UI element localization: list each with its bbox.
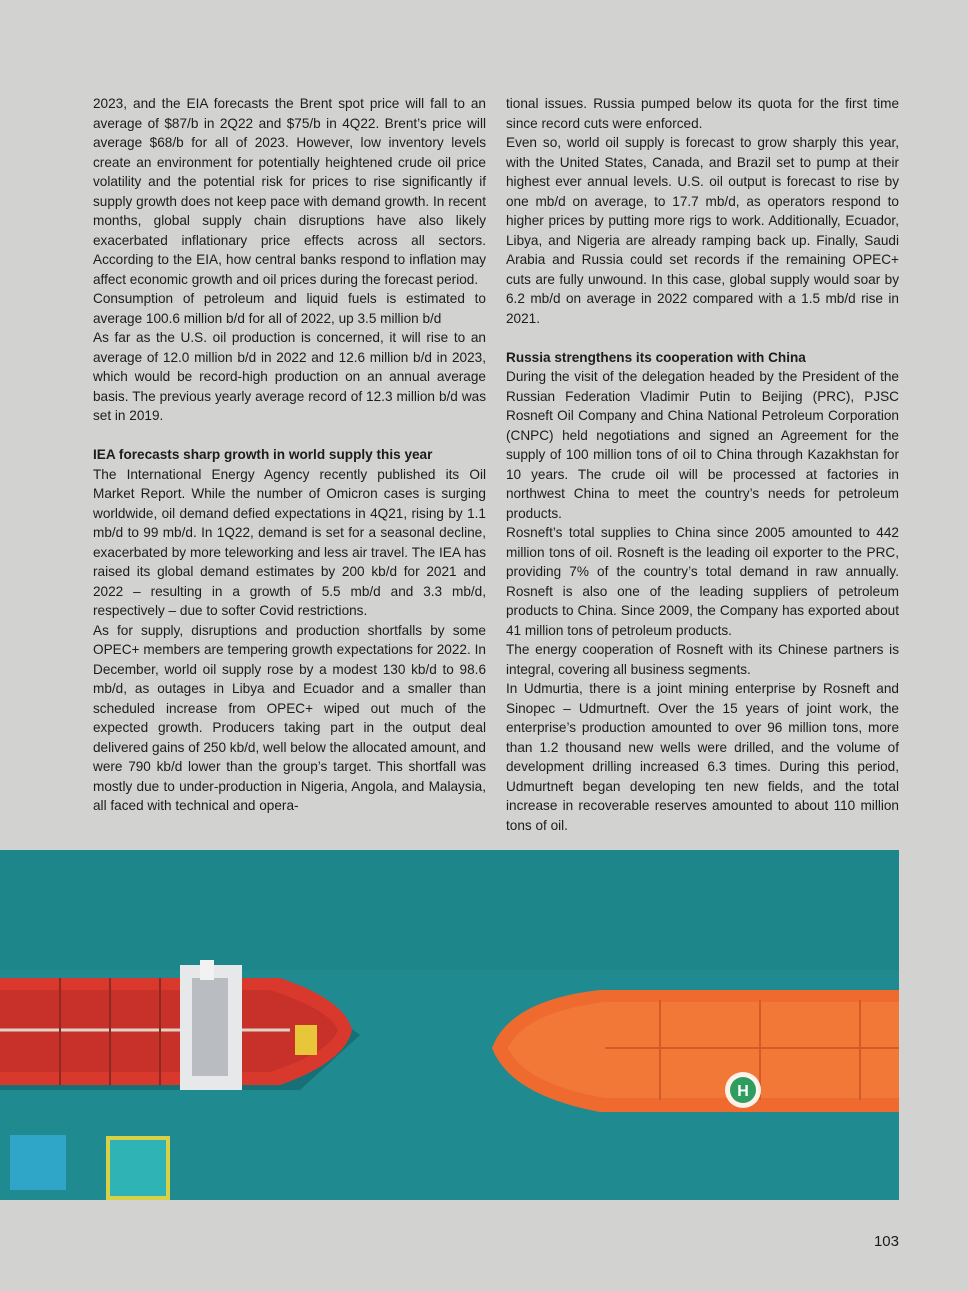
right-column xyxy=(506,94,899,835)
left-column xyxy=(93,94,486,816)
paragraph: tional issues. Russia pumped below its quota for the first time since record cuts were enforced. xyxy=(506,96,899,131)
paragraph: Even so, world oil supply is forecast to grow sharply this year, with the United States, Canada, and Brazil set to pump at their highest ever annual levels. U.S. oil output is forecast to rise by one mb/d on average, to 17.7 mb/d, as operators respond to higher prices by putting more rigs to work. Additionally, Ecuador, Libya, and Nigeria are already ramping back up. Finally, Saudi Arabia and Russia could set records if the remaining OPEC+ cuts are fully unwound. In this case, global supply would soar by 6.2 mb/d on average in 2022 compared with a 1.5 mb/d rise in 2021. xyxy=(506,135,899,326)
section-heading-iea: IEA forecasts sharp growth in world supply this year xyxy=(93,447,433,462)
paragraph: 2023, and the EIA forecasts the Brent spot price will fall to an average of $87/b in 2Q22 and $75/b in 4Q22. Brent’s price will average $68/b for all of 2023. However, low inventory levels create an environment for potentially heightened crude oil price volatility and the potential risk for prices to rise significantly if supply growth does not keep pace with demand growth. In recent months, global supply chain disruptions have also likely exacerbated inflationary price effects across all sectors. According to the EIA, how central banks respond to inflation may affect economic growth and oil prices during the forecast period. xyxy=(93,96,486,287)
page-number: 103 xyxy=(873,1233,899,1250)
float-blue xyxy=(10,1135,66,1190)
paragraph: Consumption of petroleum and liquid fuels is estimated to average 100.6 million b/d for all of 2022, up 3.5 million b/d xyxy=(93,291,486,326)
helipad-letter: H xyxy=(737,1083,749,1100)
paragraph: In Udmurtia, there is a joint mining enterprise by Rosneft and Sinopec – Udmurtneft. Over the 15 years of joint work, the enterprise’s production amounted to over 96 million tons, more than 1.2 thousand new wells were drilled, and the volume of development drilling increased 6.3 times. During this period, Udmurtneft began developing ten new fields, and the total increase in recoverable reserves amounted to about 110 million tons of oil. xyxy=(506,681,899,833)
paragraph: During the visit of the delegation headed by the President of the Russian Federation Vladimir Putin to Beijing (PRC), PJSC Rosneft Oil Company and China National Petroleum Corporation (CNPC) held negotiations and signed an Agreement for the supply of 100 million tons of oil to China through Kazakhstan for 10 years. The crude oil will be processed at factories in northwest China to meet the country’s needs for petroleum products. xyxy=(506,369,899,521)
paragraph: The International Energy Agency recently published its Oil Market Report. While the number of Omicron cases is surging worldwide, oil demand defied expectations in 4Q21, rising by 1.1 mb/d to 99 mb/d. In 1Q22, demand is set for a seasonal decline, exacerbated by more teleworking and less air travel. The IEA has raised its global demand estimates by 200 kb/d for 2021 and 2022 – resulting in a growth of 5.5 mb/d and 3.3 mb/d, respectively – due to softer Covid restrictions. xyxy=(93,466,486,618)
paragraph: As for supply, disruptions and production shortfalls by some OPEC+ members are tempering growth expectations for 2022. In December, world oil supply rose by a modest 130 kb/d to 98.6 mb/d, as outages in Libya and Ecuador and a smaller than scheduled increase from OPEC+ wiped out much of the expected growth. Producers taking part in the output deal delivered gains of 250 kb/d, well below the allocated amount, and were 790 kb/d lower than the group’s target. This shortfall was mostly due to under-production in Nigeria, Angola, and Malaysia, all faced with technical and opera- xyxy=(93,622,486,813)
paragraph: Rosneft’s total supplies to China since 2005 amounted to 442 million tons of oil. Rosneft is the leading oil exporter to the PRC, providing 7% of the country’s total demand in raw annually. Rosneft is also one of the leading suppliers of petroleum products to China. Since 2009, the Company has exported about 41 million tons of petroleum products. xyxy=(506,525,899,638)
paragraph: The energy cooperation of Rosneft with its Chinese partners is integral, covering all business segments. xyxy=(506,642,899,677)
orange-tanker xyxy=(492,990,899,1112)
float-yellow xyxy=(108,1138,168,1198)
paragraph: As far as the U.S. oil production is concerned, it will rise to an average of 12.0 million b/d in 2022 and 12.6 million b/d in 2023, which would be record-high production on an annual average basis. The previous yearly average record of 12.3 million b/d was set in 2019. xyxy=(93,330,486,423)
tankers-photo xyxy=(0,850,899,1200)
section-heading-russia-china: Russia strengthens its cooperation with China xyxy=(506,349,806,365)
